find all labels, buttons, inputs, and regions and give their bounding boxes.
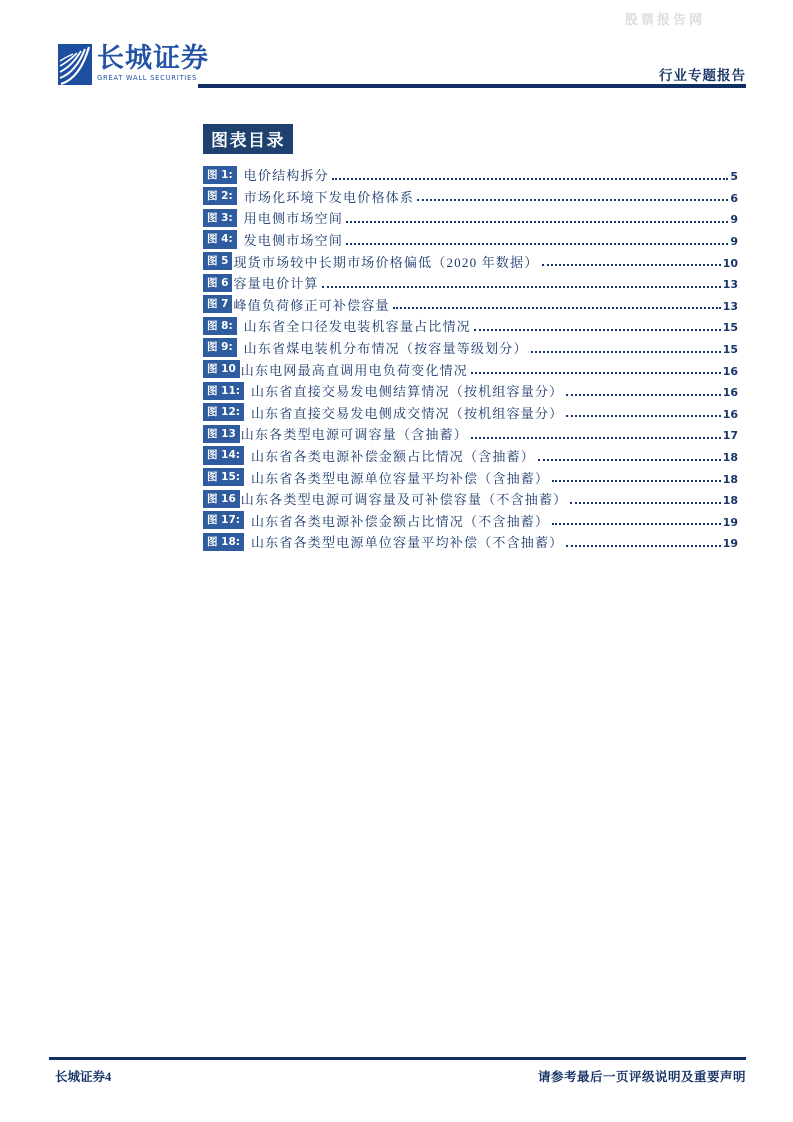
toc-entry-6[interactable] <box>203 272 738 294</box>
footer-rule <box>49 1057 746 1060</box>
figure-page-number: 16 <box>722 364 738 378</box>
toc-entry-8[interactable] <box>203 315 738 337</box>
dotted-leader <box>552 523 721 525</box>
dotted-leader <box>542 264 721 266</box>
toc-entry-11[interactable] <box>203 380 738 402</box>
figure-page-number: 16 <box>722 386 738 400</box>
figure-page-number: 6 <box>730 191 738 205</box>
figure-title: 发电侧市场空间 <box>243 233 344 249</box>
figure-page-number: 16 <box>722 407 738 421</box>
great-wall-logo-icon <box>58 44 92 85</box>
figure-page-number: 18 <box>722 494 738 508</box>
figure-title: 山东省各类电源补偿金额占比情况（含抽蓄） <box>250 449 535 465</box>
figure-label: 图 18: <box>203 533 244 551</box>
toc-entry-18[interactable] <box>203 531 738 553</box>
figure-label: 图 17: <box>203 511 244 529</box>
figure-page-number: 9 <box>730 235 738 249</box>
logo <box>58 44 209 85</box>
figure-page-number: 5 <box>730 170 738 184</box>
figure-page-number: 19 <box>722 537 738 551</box>
figure-title: 容量电价计算 <box>233 276 319 292</box>
toc-entry-2[interactable] <box>203 186 738 208</box>
figure-label: 图 11: <box>203 382 244 400</box>
dotted-leader <box>566 545 720 547</box>
figure-title: 山东省各类型电源单位容量平均补偿（含抽蓄） <box>250 470 550 486</box>
dotted-leader <box>566 394 720 396</box>
figure-title: 山东省全口径发电装机容量占比情况 <box>243 319 471 335</box>
figure-page-number: 15 <box>722 343 738 357</box>
figure-label: 图 6 <box>203 274 232 292</box>
report-type-label: 行业专题报告 <box>659 68 746 83</box>
figure-label: 图 8: <box>203 317 237 335</box>
figure-page-number: 13 <box>722 278 738 292</box>
dotted-leader <box>346 243 728 245</box>
figure-title: 电价结构拆分 <box>243 168 329 184</box>
figure-title: 山东省直接交易发电侧成交情况（按机组容量分） <box>250 405 564 421</box>
figure-page-number: 15 <box>722 321 738 335</box>
toc-entry-4[interactable] <box>203 229 738 251</box>
figure-label: 图 13 <box>203 425 240 443</box>
logo-name-cn: 长城证券 <box>97 43 209 73</box>
figure-title: 山东各类型电源可调容量及可补偿容量（不含抽蓄） <box>240 492 568 508</box>
figure-label: 图 1: <box>203 166 237 184</box>
figure-page-number: 18 <box>722 451 738 465</box>
footer-disclaimer: 请参考最后一页评级说明及重要声明 <box>537 1070 746 1084</box>
toc-entry-10[interactable] <box>203 358 738 380</box>
dotted-leader <box>531 351 721 353</box>
figure-title: 山东省直接交易发电侧结算情况（按机组容量分） <box>250 384 564 400</box>
figure-label: 图 9: <box>203 338 237 356</box>
figure-page-number: 17 <box>722 429 738 443</box>
toc-list <box>203 164 738 553</box>
toc-entry-17[interactable] <box>203 510 738 532</box>
dotted-leader <box>332 178 728 180</box>
figure-title: 山东电网最高直调用电负荷变化情况 <box>240 362 468 378</box>
toc-entry-9[interactable] <box>203 337 738 359</box>
figure-label: 图 2: <box>203 187 237 205</box>
figure-page-number: 19 <box>722 515 738 529</box>
toc-entry-12[interactable] <box>203 402 738 424</box>
figure-title: 现货市场较中长期市场价格偏低（2020 年数据） <box>233 254 539 270</box>
dotted-leader <box>471 437 721 439</box>
toc-entry-14[interactable] <box>203 445 738 467</box>
figure-page-number: 9 <box>730 213 738 227</box>
logo-text <box>97 44 209 82</box>
dotted-leader <box>566 415 720 417</box>
toc-entry-3[interactable] <box>203 207 738 229</box>
figure-title: 山东各类型电源可调容量（含抽蓄） <box>240 427 468 443</box>
dotted-leader <box>417 199 728 201</box>
dotted-leader <box>474 329 721 331</box>
dotted-leader <box>346 221 728 223</box>
figure-title: 用电侧市场空间 <box>243 211 344 227</box>
figure-label: 图 14: <box>203 446 244 464</box>
figure-label: 图 16 <box>203 490 240 508</box>
toc-heading: 图表目录 <box>203 124 293 154</box>
figure-label: 图 5 <box>203 252 232 270</box>
footer-company-page: 长城证券4 <box>55 1070 112 1084</box>
dotted-leader <box>552 480 721 482</box>
toc-entry-15[interactable] <box>203 466 738 488</box>
dotted-leader <box>322 286 721 288</box>
dotted-leader <box>538 459 721 461</box>
toc-entry-16[interactable] <box>203 488 738 510</box>
figure-page-number: 10 <box>722 256 738 270</box>
figure-title: 山东省煤电装机分布情况（按容量等级划分） <box>243 341 528 357</box>
toc-entry-7[interactable] <box>203 294 738 316</box>
figure-title: 峰值负荷修正可补偿容量 <box>233 297 390 313</box>
figure-label: 图 12: <box>203 403 244 421</box>
watermark-text: 股票报告网 <box>625 12 706 27</box>
figure-label: 图 3: <box>203 209 237 227</box>
figure-label: 图 15: <box>203 468 244 486</box>
toc-entry-5[interactable] <box>203 250 738 272</box>
figure-label: 图 7 <box>203 295 232 313</box>
logo-name-en: GREAT WALL SECURITIES <box>97 74 197 83</box>
header-rule <box>198 84 746 88</box>
dotted-leader <box>471 372 721 374</box>
figure-title: 山东省各类型电源单位容量平均补偿（不含抽蓄） <box>250 535 564 551</box>
toc-entry-13[interactable] <box>203 423 738 445</box>
dotted-leader <box>570 502 720 504</box>
figure-page-number: 18 <box>722 472 738 486</box>
figure-title: 山东省各类电源补偿金额占比情况（不含抽蓄） <box>250 513 550 529</box>
figure-label: 图 10 <box>203 360 240 378</box>
toc-entry-1[interactable] <box>203 164 738 186</box>
figure-page-number: 13 <box>722 299 738 313</box>
figure-title: 市场化环境下发电价格体系 <box>243 189 415 205</box>
dotted-leader <box>393 307 721 309</box>
figure-label: 图 4: <box>203 230 237 248</box>
